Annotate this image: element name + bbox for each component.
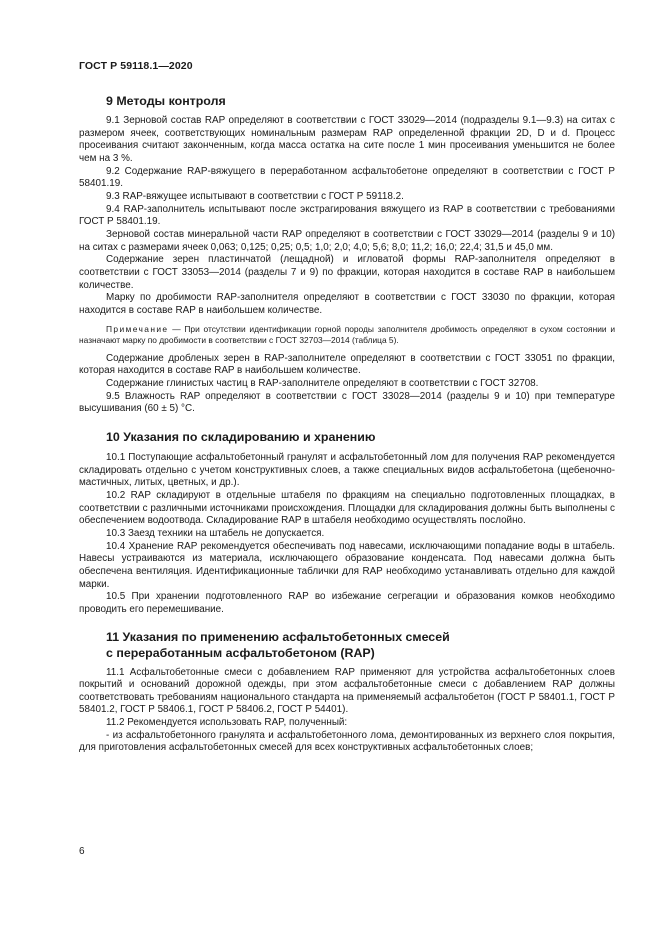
note-text: — При отсутствии идентификации горной породы заполнителя дробимость определяют в сухом состоянии и назначают марку по дробимости в соответствии с ГОСТ 32703—2014 (таблица 5). — [79, 323, 615, 346]
paragraph-10-4: 10.4 Хранение RAP рекомендуется обеспечивать под навесами, исключающими попадание воды в штабель. Навесы устраиваются из материала, исключающего образование конденсата. Под навесами должна быть обеспечена вентиляция. Идентификационные таблички для RAP необходимо устанавливать отдельно для каждой марки. — [79, 540, 615, 590]
section-11 — [79, 629, 615, 756]
page-content — [79, 93, 615, 755]
paragraph-9-1: 9.1 Зерновой состав RAP определяют в соответствии с ГОСТ 33029—2014 (подразделы 9.1—9.3) на ситах с размером ячеек, соответствующих номинальным размерам RAP определенной фракции 2D, D и d. Процесс просеивания считают законченным, когда масса остатка на сите после 1 мин просеивания уменьшится не более чем на 3 %. — [79, 115, 615, 164]
paragraph-10-3: 10.3 Заезд техники на штабель не допускается. — [106, 527, 325, 539]
paragraph-11-2: 11.2 Рекомендуется использовать RAP, полученный: — [106, 717, 348, 729]
note — [79, 324, 615, 347]
page-number: 6 — [79, 846, 85, 857]
section-9 — [79, 93, 615, 416]
note-label: Примечание — [106, 323, 169, 334]
paragraph-11-2-item: - из асфальтобетонного гранулята и асфальтобетонного лома, демонтированных из верхнего слоя покрытия, для приготовления асфальтобетонных смесей для всех конструктивных асфальтобетонных слоев; — [79, 729, 615, 754]
paragraph-9-5: 9.5 Влажность RAP определяют в соответствии с ГОСТ 33028—2014 (разделы 9 и 10) при температуре высушивания (60 ± 5) °С. — [79, 390, 615, 415]
paragraph-9-4-crushed-grains: Содержание дробленых зерен в RAP-заполнителе определяют в соответствии с ГОСТ 33051 по фракции, которая находится в составе RAP в наибольшем количестве. — [79, 352, 615, 377]
section-11-title-line-1: 11 Указания по применению асфальтобетонных смесей — [106, 629, 450, 644]
paragraph-9-4-clay: Содержание глинистых частиц в RAP-заполнителе определяют в соответствии с ГОСТ 32708. — [106, 378, 539, 389]
paragraph-9-4-grain: Зерновой состав минеральной части RAP определяют в соответствии с ГОСТ 33029—2014 (разделы 9 и 10) на ситах с размерами ячеек 0,063; 0,125; 0,25; 0,5; 1,0; 2,0; 4,0; 5,6; 8,0; 11,2; 16,0; 22,4; 31,5 и 45,0 мм. — [79, 228, 615, 253]
paragraph-9-3: 9.3 RAP-вяжущее испытывают в соответствии с ГОСТ Р 59118.2. — [106, 190, 404, 202]
paragraph-9-4-shape: Содержание зерен пластинчатой (лещадной) и игловатой формы RAP-заполнителя определяют в соответствии с ГОСТ 33053—2014 (разделы 7 и 9) по фракции, которая находится в составе RAP в наибольшем количестве. — [79, 254, 615, 291]
section-11-title-line-2: с переработанным асфальтобетоном (RAP) — [106, 645, 375, 660]
paragraph-10-1: 10.1 Поступающие асфальтобетонный гранулят и асфальтобетонный лом для получения RAP рекомендуется складировать отдельно с учетом конструктивных слоев, а также специальных видов асфальтобетона (щебеночно-мастичных, литых, цветных, и др.). — [79, 451, 615, 489]
standard-header: ГОСТ Р 59118.1—2020 — [79, 60, 193, 72]
section-10 — [79, 429, 615, 617]
paragraph-10-2: 10.2 RAP складируют в отдельные штабеля по фракциям на специально подготовленных площадках, в соответствии с различными источниками происхождения. Площадки для складирования должны быть выполнены с обеспечением водоотвода. Складирование RAP в штабеля необходимо осуществлять послойно. — [79, 489, 615, 527]
paragraph-9-2: 9.2 Содержание RAP-вяжущего в переработанном асфальтобетоне определяют в соответствии с ГОСТ Р 58401.19. — [79, 165, 615, 190]
section-10-title: 10 Указания по складированию и хранению — [106, 429, 376, 444]
paragraph-11-1: 11.1 Асфальтобетонные смеси с добавлением RAP применяют для устройства асфальтобетонных слоев покрытий и оснований дорожной одежды, при этом асфальтобетонные смеси с добавлением RAP должны соответствовать требованиям национального стандарта на применяемый асфальтобетон (ГОСТ Р 58401.1, ГОСТ Р 58401.2, ГОСТ Р 58406.1, ГОСТ Р 58406.2, ГОСТ Р 54401). — [79, 666, 615, 716]
paragraph-9-4: 9.4 RAP-заполнитель испытывают после экстрагирования вяжущего из RAP в соответствии с требованиями ГОСТ Р 58401.19. — [79, 203, 615, 228]
paragraph-9-4-crushing: Марку по дробимости RAP-заполнителя определяют в соответствии с ГОСТ 33030 по фракции, которая находится в составе RAP в наибольшем количестве. — [79, 292, 615, 316]
section-9-title: 9 Методы контроля — [106, 94, 226, 108]
section-11-title — [79, 629, 615, 661]
paragraph-10-5: 10.5 При хранении подготовленного RAP во избежание сегрегации и образования комков необходимо проводить его перемешивание. — [79, 591, 615, 615]
